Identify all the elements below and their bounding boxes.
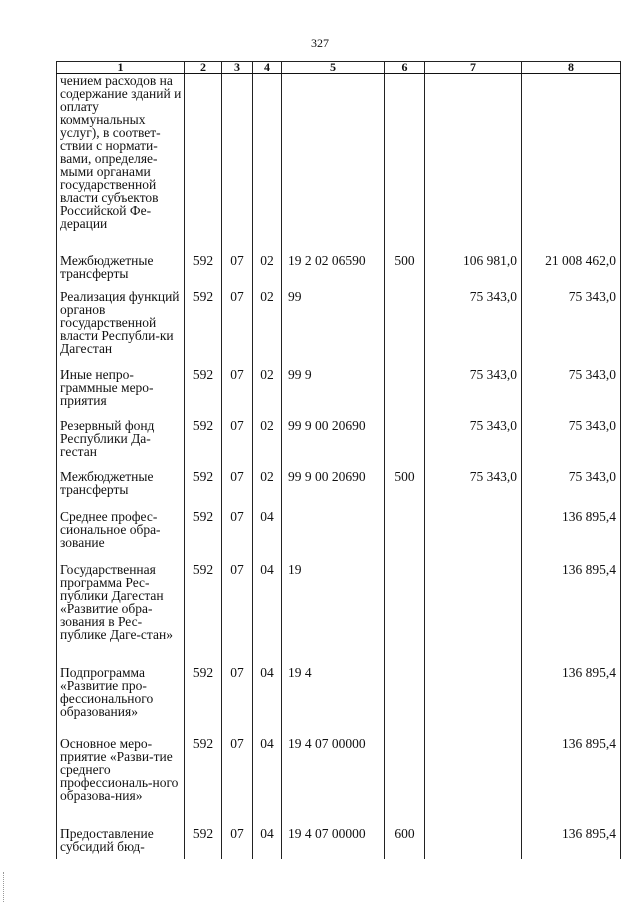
cell-col4: 04 (253, 827, 282, 859)
cell-col4: 02 (253, 470, 282, 510)
table-row (57, 737, 621, 827)
cell-col8: 136 895,4 (522, 563, 621, 666)
cell-col8: 75 343,0 (522, 290, 621, 368)
cell-col5: 99 9 00 20690 (282, 419, 385, 470)
cell-col6 (385, 290, 425, 368)
cell-col8: 136 895,4 (522, 510, 621, 563)
cell-col5: 99 9 (282, 368, 385, 419)
column-header: 4 (253, 62, 282, 74)
cell-col3: 07 (222, 290, 253, 368)
row-name: Основное меро-приятие «Разви-тие среднего профессиональ-ного образова-ния» (57, 737, 185, 827)
budget-table (56, 61, 621, 859)
scan-margin-marks (3, 872, 8, 902)
cell-col6 (385, 419, 425, 470)
table-row (57, 290, 621, 368)
cell-col4: 02 (253, 290, 282, 368)
cell-col2: 592 (185, 510, 222, 563)
table-row (57, 368, 621, 419)
cell-col5: 19 4 07 00000 (282, 737, 385, 827)
cell-col3 (222, 74, 253, 254)
cell-col2: 592 (185, 254, 222, 290)
cell-col2: 592 (185, 368, 222, 419)
cell-col2: 592 (185, 563, 222, 666)
cell-col7 (425, 563, 522, 666)
cell-col5: 99 9 00 20690 (282, 470, 385, 510)
cell-col5: 19 (282, 563, 385, 666)
cell-col7: 75 343,0 (425, 290, 522, 368)
cell-col5: 19 4 (282, 666, 385, 737)
cell-col4: 04 (253, 737, 282, 827)
cell-col7: 75 343,0 (425, 470, 522, 510)
cell-col7 (425, 827, 522, 859)
cell-col8: 136 895,4 (522, 737, 621, 827)
cell-col2: 592 (185, 737, 222, 827)
cell-col7 (425, 666, 522, 737)
cell-col4 (253, 74, 282, 254)
row-name: Предоставление субсидий бюд- (57, 827, 185, 859)
table-row (57, 563, 621, 666)
cell-col3: 07 (222, 563, 253, 666)
cell-col3: 07 (222, 510, 253, 563)
row-name: Государственная программа Рес-публики Дагестан «Развитие обра-зования в Рес-публике Даге-стан» (57, 563, 185, 666)
cell-col8: 136 895,4 (522, 827, 621, 859)
cell-col4: 02 (253, 419, 282, 470)
row-name: Межбюджетные трансферты (57, 254, 185, 290)
cell-col5 (282, 74, 385, 254)
page-number: 327 (311, 36, 329, 50)
cell-col7: 106 981,0 (425, 254, 522, 290)
table-row (57, 470, 621, 510)
column-header: 8 (522, 62, 621, 74)
row-name: Резервный фонд Республики Да-гестан (57, 419, 185, 470)
cell-col8: 75 343,0 (522, 470, 621, 510)
cell-col2: 592 (185, 470, 222, 510)
cell-col8 (522, 74, 621, 254)
cell-col4: 02 (253, 254, 282, 290)
cell-col2: 592 (185, 827, 222, 859)
cell-col8: 21 008 462,0 (522, 254, 621, 290)
cell-col2 (185, 74, 222, 254)
row-name: Иные непро-граммные меро-приятия (57, 368, 185, 419)
column-header: 1 (57, 62, 185, 74)
cell-col7: 75 343,0 (425, 419, 522, 470)
column-header: 7 (425, 62, 522, 74)
cell-col2: 592 (185, 419, 222, 470)
cell-col4: 02 (253, 368, 282, 419)
row-name: Реализация функций органов государственной власти Республи-ки Дагестан (57, 290, 185, 368)
cell-col3: 07 (222, 470, 253, 510)
cell-col6 (385, 666, 425, 737)
cell-col7 (425, 510, 522, 563)
cell-col6: 600 (385, 827, 425, 859)
table-row (57, 510, 621, 563)
column-header: 2 (185, 62, 222, 74)
table-row (57, 827, 621, 859)
cell-col6 (385, 563, 425, 666)
cell-col5: 99 (282, 290, 385, 368)
cell-col5: 19 2 02 06590 (282, 254, 385, 290)
cell-col8: 75 343,0 (522, 368, 621, 419)
row-name: Среднее профес-сиональное обра-зование (57, 510, 185, 563)
cell-col8: 75 343,0 (522, 419, 621, 470)
column-header: 3 (222, 62, 253, 74)
cell-col3: 07 (222, 368, 253, 419)
cell-col2: 592 (185, 666, 222, 737)
cell-col7 (425, 74, 522, 254)
column-header: 6 (385, 62, 425, 74)
cell-col5: 19 4 07 00000 (282, 827, 385, 859)
cell-col3: 07 (222, 419, 253, 470)
cell-col3: 07 (222, 254, 253, 290)
column-header: 5 (282, 62, 385, 74)
cell-col3: 07 (222, 737, 253, 827)
cell-col3: 07 (222, 666, 253, 737)
cell-col4: 04 (253, 563, 282, 666)
cell-col6 (385, 368, 425, 419)
row-name: Подпрограмма «Развитие про-фессионального образования» (57, 666, 185, 737)
cell-col6: 500 (385, 254, 425, 290)
row-name: чением расходов на содержание зданий и оплату коммунальных услуг), в соответ-ствии с нормати-вами, определяе-мыми органами государственной власти субъектов Российской Фе-дерации (57, 74, 185, 254)
cell-col7: 75 343,0 (425, 368, 522, 419)
table-row (57, 254, 621, 290)
cell-col5 (282, 510, 385, 563)
table-row (57, 74, 621, 254)
cell-col6 (385, 510, 425, 563)
cell-col4: 04 (253, 666, 282, 737)
cell-col6 (385, 74, 425, 254)
cell-col2: 592 (185, 290, 222, 368)
cell-col8: 136 895,4 (522, 666, 621, 737)
cell-col6: 500 (385, 470, 425, 510)
table-row (57, 419, 621, 470)
column-header-row (57, 62, 621, 74)
cell-col4: 04 (253, 510, 282, 563)
cell-col7 (425, 737, 522, 827)
cell-col6 (385, 737, 425, 827)
row-name: Межбюджетные трансферты (57, 470, 185, 510)
cell-col3: 07 (222, 827, 253, 859)
table-row (57, 666, 621, 737)
